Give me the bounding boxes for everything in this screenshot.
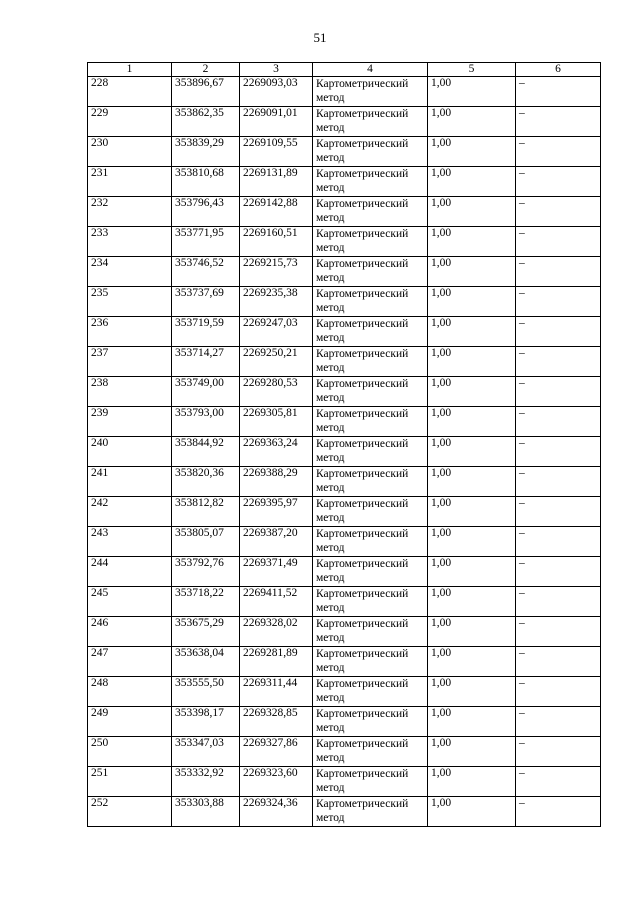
x-coordinate-cell: 353714,27 — [172, 347, 240, 377]
method-cell — [313, 797, 428, 827]
table-row — [88, 737, 601, 767]
precision-cell: 1,00 — [428, 557, 516, 587]
y-coordinate-cell: 2269235,38 — [240, 287, 313, 317]
point-number-cell: 236 — [88, 317, 172, 347]
point-number-cell: 247 — [88, 647, 172, 677]
method-line: Картометрический — [316, 798, 409, 810]
point-number-cell: 250 — [88, 737, 172, 767]
precision-cell: 1,00 — [428, 437, 516, 467]
x-coordinate-cell: 353862,35 — [172, 107, 240, 137]
method-cell — [313, 737, 428, 767]
x-coordinate-cell: 353812,82 — [172, 497, 240, 527]
table-row — [88, 527, 601, 557]
method-line: метод — [316, 242, 345, 254]
method-line: метод — [316, 182, 345, 194]
point-number-cell: 248 — [88, 677, 172, 707]
table-row — [88, 227, 601, 257]
column-header: 6 — [516, 63, 601, 77]
x-coordinate-cell: 353771,95 — [172, 227, 240, 257]
precision-cell: 1,00 — [428, 647, 516, 677]
x-coordinate-cell: 353675,29 — [172, 617, 240, 647]
table-row — [88, 497, 601, 527]
y-coordinate-cell: 2269305,81 — [240, 407, 313, 437]
point-number-cell: 233 — [88, 227, 172, 257]
method-cell — [313, 707, 428, 737]
note-cell: – — [516, 737, 601, 767]
x-coordinate-cell: 353749,00 — [172, 377, 240, 407]
point-number-cell: 241 — [88, 467, 172, 497]
x-coordinate-cell: 353796,43 — [172, 197, 240, 227]
note-cell: – — [516, 287, 601, 317]
y-coordinate-cell: 2269109,55 — [240, 137, 313, 167]
note-cell: – — [516, 227, 601, 257]
x-coordinate-cell: 353638,04 — [172, 647, 240, 677]
x-coordinate-cell: 353805,07 — [172, 527, 240, 557]
note-cell: – — [516, 617, 601, 647]
method-cell — [313, 557, 428, 587]
point-number-cell: 229 — [88, 107, 172, 137]
x-coordinate-cell: 353303,88 — [172, 797, 240, 827]
point-number-cell: 235 — [88, 287, 172, 317]
method-line: Картометрический — [316, 468, 409, 480]
method-line: Картометрический — [316, 108, 409, 120]
note-cell: – — [516, 587, 601, 617]
y-coordinate-cell: 2269215,73 — [240, 257, 313, 287]
method-cell — [313, 347, 428, 377]
method-line: метод — [316, 362, 345, 374]
precision-cell: 1,00 — [428, 677, 516, 707]
method-line: Картометрический — [316, 258, 409, 270]
method-line: метод — [316, 572, 345, 584]
table-row — [88, 617, 601, 647]
precision-cell: 1,00 — [428, 317, 516, 347]
point-number-cell: 228 — [88, 77, 172, 107]
note-cell: – — [516, 317, 601, 347]
method-line: Картометрический — [316, 228, 409, 240]
precision-cell: 1,00 — [428, 257, 516, 287]
x-coordinate-cell: 353839,29 — [172, 137, 240, 167]
x-coordinate-cell: 353718,22 — [172, 587, 240, 617]
method-cell — [313, 317, 428, 347]
method-cell — [313, 677, 428, 707]
method-cell — [313, 107, 428, 137]
method-line: метод — [316, 272, 345, 284]
table-row — [88, 647, 601, 677]
method-line: Картометрический — [316, 198, 409, 210]
method-cell — [313, 197, 428, 227]
table-row — [88, 197, 601, 227]
note-cell: – — [516, 167, 601, 197]
y-coordinate-cell: 2269247,03 — [240, 317, 313, 347]
precision-cell: 1,00 — [428, 167, 516, 197]
note-cell: – — [516, 107, 601, 137]
method-cell — [313, 287, 428, 317]
method-line: Картометрический — [316, 288, 409, 300]
method-line: Картометрический — [316, 738, 409, 750]
y-coordinate-cell: 2269395,97 — [240, 497, 313, 527]
table-row — [88, 317, 601, 347]
y-coordinate-cell: 2269411,52 — [240, 587, 313, 617]
table-row — [88, 407, 601, 437]
method-line: Картометрический — [316, 648, 409, 660]
method-cell — [313, 407, 428, 437]
note-cell: – — [516, 347, 601, 377]
method-line: метод — [316, 92, 345, 104]
point-number-cell: 232 — [88, 197, 172, 227]
table-row — [88, 107, 601, 137]
note-cell: – — [516, 527, 601, 557]
method-line: метод — [316, 692, 345, 704]
point-number-cell: 245 — [88, 587, 172, 617]
x-coordinate-cell: 353746,52 — [172, 257, 240, 287]
column-header: 2 — [172, 63, 240, 77]
table-row — [88, 587, 601, 617]
x-coordinate-cell: 353555,50 — [172, 677, 240, 707]
y-coordinate-cell: 2269328,02 — [240, 617, 313, 647]
method-line: метод — [316, 662, 345, 674]
method-line: Картометрический — [316, 558, 409, 570]
column-header: 1 — [88, 63, 172, 77]
x-coordinate-cell: 353398,17 — [172, 707, 240, 737]
method-line: Картометрический — [316, 318, 409, 330]
method-cell — [313, 497, 428, 527]
point-number-cell: 244 — [88, 557, 172, 587]
table-row — [88, 77, 601, 107]
method-line: Картометрический — [316, 378, 409, 390]
method-line: метод — [316, 152, 345, 164]
method-line: метод — [316, 122, 345, 134]
header-row — [88, 63, 601, 77]
method-cell — [313, 617, 428, 647]
y-coordinate-cell: 2269327,86 — [240, 737, 313, 767]
x-coordinate-cell: 353347,03 — [172, 737, 240, 767]
method-line: Картометрический — [316, 618, 409, 630]
point-number-cell: 243 — [88, 527, 172, 557]
method-cell — [313, 167, 428, 197]
column-header: 5 — [428, 63, 516, 77]
precision-cell: 1,00 — [428, 227, 516, 257]
method-line: метод — [316, 752, 345, 764]
note-cell: – — [516, 767, 601, 797]
table-row — [88, 437, 601, 467]
method-line: метод — [316, 482, 345, 494]
y-coordinate-cell: 2269371,49 — [240, 557, 313, 587]
method-line: метод — [316, 812, 345, 824]
x-coordinate-cell: 353896,67 — [172, 77, 240, 107]
y-coordinate-cell: 2269160,51 — [240, 227, 313, 257]
y-coordinate-cell: 2269093,03 — [240, 77, 313, 107]
precision-cell: 1,00 — [428, 107, 516, 137]
note-cell: – — [516, 797, 601, 827]
method-line: Картометрический — [316, 678, 409, 690]
note-cell: – — [516, 677, 601, 707]
method-line: Картометрический — [316, 78, 409, 90]
method-line: метод — [316, 452, 345, 464]
method-line: метод — [316, 302, 345, 314]
x-coordinate-cell: 353792,76 — [172, 557, 240, 587]
method-line: Картометрический — [316, 408, 409, 420]
point-number-cell: 239 — [88, 407, 172, 437]
table-row — [88, 797, 601, 827]
note-cell: – — [516, 497, 601, 527]
point-number-cell: 240 — [88, 437, 172, 467]
note-cell: – — [516, 77, 601, 107]
method-line: Картометрический — [316, 438, 409, 450]
method-cell — [313, 227, 428, 257]
method-cell — [313, 137, 428, 167]
point-number-cell: 230 — [88, 137, 172, 167]
note-cell: – — [516, 197, 601, 227]
precision-cell: 1,00 — [428, 737, 516, 767]
precision-cell: 1,00 — [428, 527, 516, 557]
point-number-cell: 238 — [88, 377, 172, 407]
method-line: метод — [316, 332, 345, 344]
table-row — [88, 767, 601, 797]
note-cell: – — [516, 557, 601, 587]
method-line: Картометрический — [316, 708, 409, 720]
table-row — [88, 347, 601, 377]
y-coordinate-cell: 2269363,24 — [240, 437, 313, 467]
method-line: метод — [316, 542, 345, 554]
x-coordinate-cell: 353810,68 — [172, 167, 240, 197]
point-number-cell: 237 — [88, 347, 172, 377]
precision-cell: 1,00 — [428, 377, 516, 407]
method-line: метод — [316, 212, 345, 224]
table-body — [88, 77, 601, 827]
note-cell: – — [516, 707, 601, 737]
method-line: Картометрический — [316, 168, 409, 180]
precision-cell: 1,00 — [428, 347, 516, 377]
precision-cell: 1,00 — [428, 137, 516, 167]
precision-cell: 1,00 — [428, 767, 516, 797]
precision-cell: 1,00 — [428, 587, 516, 617]
method-cell — [313, 377, 428, 407]
precision-cell: 1,00 — [428, 287, 516, 317]
x-coordinate-cell: 353332,92 — [172, 767, 240, 797]
y-coordinate-cell: 2269131,89 — [240, 167, 313, 197]
y-coordinate-cell: 2269324,36 — [240, 797, 313, 827]
method-line: Картометрический — [316, 498, 409, 510]
method-line: метод — [316, 632, 345, 644]
method-line: метод — [316, 722, 345, 734]
note-cell: – — [516, 437, 601, 467]
precision-cell: 1,00 — [428, 467, 516, 497]
y-coordinate-cell: 2269280,53 — [240, 377, 313, 407]
table-row — [88, 557, 601, 587]
method-line: метод — [316, 512, 345, 524]
precision-cell: 1,00 — [428, 617, 516, 647]
method-line: метод — [316, 602, 345, 614]
table-row — [88, 377, 601, 407]
note-cell: – — [516, 407, 601, 437]
precision-cell: 1,00 — [428, 797, 516, 827]
precision-cell: 1,00 — [428, 77, 516, 107]
method-line: Картометрический — [316, 138, 409, 150]
method-cell — [313, 527, 428, 557]
table-row — [88, 467, 601, 497]
method-cell — [313, 587, 428, 617]
method-cell — [313, 437, 428, 467]
point-number-cell: 252 — [88, 797, 172, 827]
column-header: 3 — [240, 63, 313, 77]
point-number-cell: 251 — [88, 767, 172, 797]
note-cell: – — [516, 137, 601, 167]
table-row — [88, 287, 601, 317]
precision-cell: 1,00 — [428, 707, 516, 737]
table-row — [88, 707, 601, 737]
method-line: метод — [316, 392, 345, 404]
x-coordinate-cell: 353844,92 — [172, 437, 240, 467]
x-coordinate-cell: 353793,00 — [172, 407, 240, 437]
note-cell: – — [516, 467, 601, 497]
method-line: метод — [316, 782, 345, 794]
point-number-cell: 234 — [88, 257, 172, 287]
precision-cell: 1,00 — [428, 197, 516, 227]
note-cell: – — [516, 647, 601, 677]
y-coordinate-cell: 2269250,21 — [240, 347, 313, 377]
x-coordinate-cell: 353719,59 — [172, 317, 240, 347]
point-number-cell: 249 — [88, 707, 172, 737]
method-cell — [313, 257, 428, 287]
y-coordinate-cell: 2269142,88 — [240, 197, 313, 227]
x-coordinate-cell: 353820,36 — [172, 467, 240, 497]
point-number-cell: 246 — [88, 617, 172, 647]
point-number-cell: 231 — [88, 167, 172, 197]
page-number: 51 — [313, 30, 327, 45]
method-line: Картометрический — [316, 588, 409, 600]
y-coordinate-cell: 2269328,85 — [240, 707, 313, 737]
method-cell — [313, 767, 428, 797]
precision-cell: 1,00 — [428, 497, 516, 527]
point-number-cell: 242 — [88, 497, 172, 527]
table-row — [88, 677, 601, 707]
y-coordinate-cell: 2269281,89 — [240, 647, 313, 677]
y-coordinate-cell: 2269311,44 — [240, 677, 313, 707]
y-coordinate-cell: 2269388,29 — [240, 467, 313, 497]
y-coordinate-cell: 2269387,20 — [240, 527, 313, 557]
method-cell — [313, 467, 428, 497]
precision-cell: 1,00 — [428, 407, 516, 437]
method-line: Картометрический — [316, 348, 409, 360]
method-line: метод — [316, 422, 345, 434]
table-row — [88, 137, 601, 167]
table-row — [88, 257, 601, 287]
method-line: Картометрический — [316, 768, 409, 780]
column-header: 4 — [313, 63, 428, 77]
note-cell: – — [516, 377, 601, 407]
method-line: Картометрический — [316, 528, 409, 540]
method-cell — [313, 647, 428, 677]
method-cell — [313, 77, 428, 107]
y-coordinate-cell: 2269323,60 — [240, 767, 313, 797]
coordinates-table — [87, 62, 601, 827]
table-row — [88, 167, 601, 197]
x-coordinate-cell: 353737,69 — [172, 287, 240, 317]
note-cell: – — [516, 257, 601, 287]
y-coordinate-cell: 2269091,01 — [240, 107, 313, 137]
